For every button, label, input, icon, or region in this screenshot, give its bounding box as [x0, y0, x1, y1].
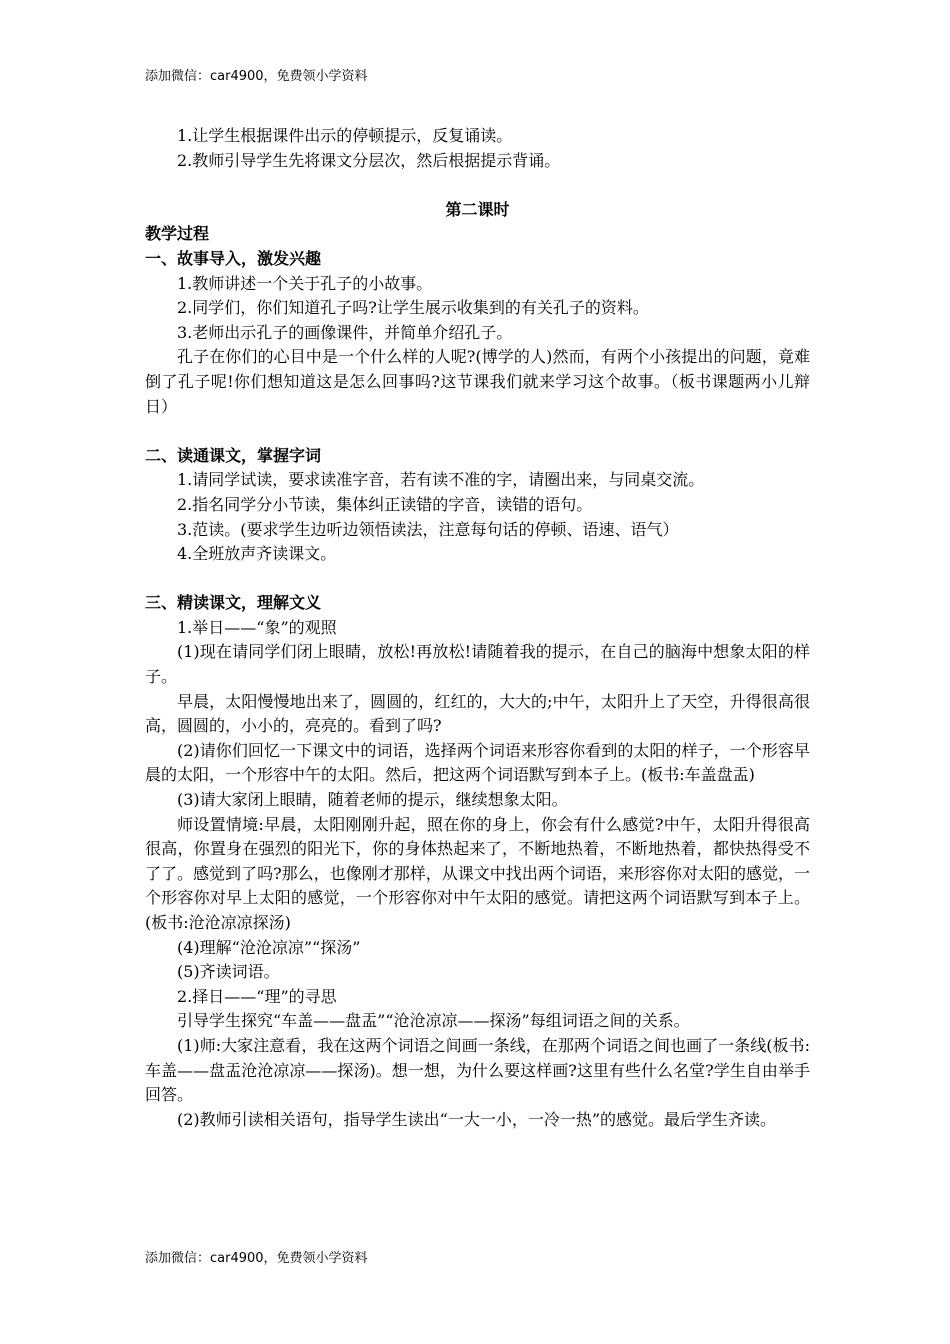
section2-item: 2.指名同学分小节读，集体纠正读错的字音，读错的语句。 [177, 494, 593, 514]
section2-item: 4.全班放声齐读课文。 [177, 544, 337, 564]
section2-heading: 二、读通课文，掌握字词 [145, 445, 322, 465]
header-note: 添加微信：car4900，免费领小学资料 [145, 69, 368, 84]
document-body [145, 124, 810, 1132]
section3-item: (1)师:大家注意看，我在这两个词语之间画一条线，在那两个词语之间也画了一条线(板书:车盖——盘盂沧沧凉凉——探汤)。想一想，为什么要这样画?这里有些什么名堂?学生自由举手回答。 [145, 1035, 810, 1105]
section3-item: (3)请大家闭上眼睛，随着老师的提示，继续想象太阳。 [177, 790, 568, 810]
section3-item: 2.择日——“理”的寻思 [177, 986, 337, 1006]
section3-item: 引导学生探究“车盖——盘盂”“沧沧凉凉——探汤”每组词语之间的关系。 [177, 1011, 690, 1031]
section3-item: 早晨，太阳慢慢地出来了，圆圆的，红红的，大大的;中午，太阳升上了天空，升得很高很高，圆圆的，小小的，亮亮的。看到了吗? [145, 691, 810, 736]
lesson-title: 第二课时 [445, 199, 510, 219]
section3-item: (2)教师引读相关语句，指导学生读出“一大一小，一冷一热”的感觉。最后学生齐读。 [177, 1109, 777, 1129]
section3-item: 1.举日——“象”的观照 [177, 617, 337, 637]
spacer [145, 419, 810, 444]
intro-item: 2.教师引导学生先将课文分层次，然后根据提示背诵。 [177, 150, 561, 170]
intro-item: 1.让学生根据课件出示的停顿提示，反复诵读。 [177, 126, 513, 145]
spacer [145, 567, 810, 592]
section2-item: 1.请同学试读，要求读准字音，若有读不准的字，请圈出来，与同桌交流。 [177, 470, 705, 490]
section1-item: 3.老师出示孔子的画像课件，并简单介绍孔子。 [177, 322, 513, 342]
process-heading: 教学过程 [145, 224, 210, 244]
section3-item: (5)齐读词语。 [177, 962, 280, 982]
spacer [145, 173, 810, 198]
section3-heading: 三、精读课文，理解文义 [145, 593, 322, 613]
section1-item: 1.教师讲述一个关于孔子的小故事。 [177, 273, 433, 293]
section1-heading: 一、故事导入，激发兴趣 [145, 248, 322, 268]
section1-item: 2.同学们，你们知道孔子吗?让学生展示收集到的有关孔子的资料。 [177, 298, 649, 318]
footer-note: 添加微信：car4900，免费领小学资料 [145, 1251, 368, 1266]
section3-item: 师设置情境:早晨，太阳刚刚升起，照在你的身上，你会有什么感觉?中午，太阳升得很高很高，你置身在强烈的阳光下，你的身体热起来了，不断地热着，不断地热着，都快热得受不了了。感觉到了吗?那么，也像刚才那样，从课文中找出两个词语，来形容你对太阳的感觉，一个形容你对早上太阳的感觉，一个形容你对中午太阳的感觉。请把这两个词语默写到本子上。(板书:沧沧凉凉探汤) [145, 814, 810, 932]
section3-item: (2)请你们回忆一下课文中的词语，选择两个词语来形容你看到的太阳的样子，一个形容早晨的太阳，一个形容中午的太阳。然后，把这两个词语默写到本子上。(板书:车盖盘盂) [145, 740, 810, 785]
section2-item: 3.范读。(要求学生边听边领悟读法，注意每句话的停顿、语速、语气） [177, 519, 679, 539]
section1-item: 孔子在你们的心目中是一个什么样的人呢?(博学的人)然而，有两个小孩提出的问题，竟难倒了孔子呢!你们想知道这是怎么回事吗?这节课我们就来学习这个故事。（板书课题两小儿辩日） [145, 347, 810, 416]
section3-item: (4)理解“沧沧凉凉”“探汤” [177, 937, 361, 957]
section3-item: (1)现在请同学们闭上眼睛，放松!再放松!请随着我的提示，在自己的脑海中想象太阳的样子。 [145, 642, 810, 687]
